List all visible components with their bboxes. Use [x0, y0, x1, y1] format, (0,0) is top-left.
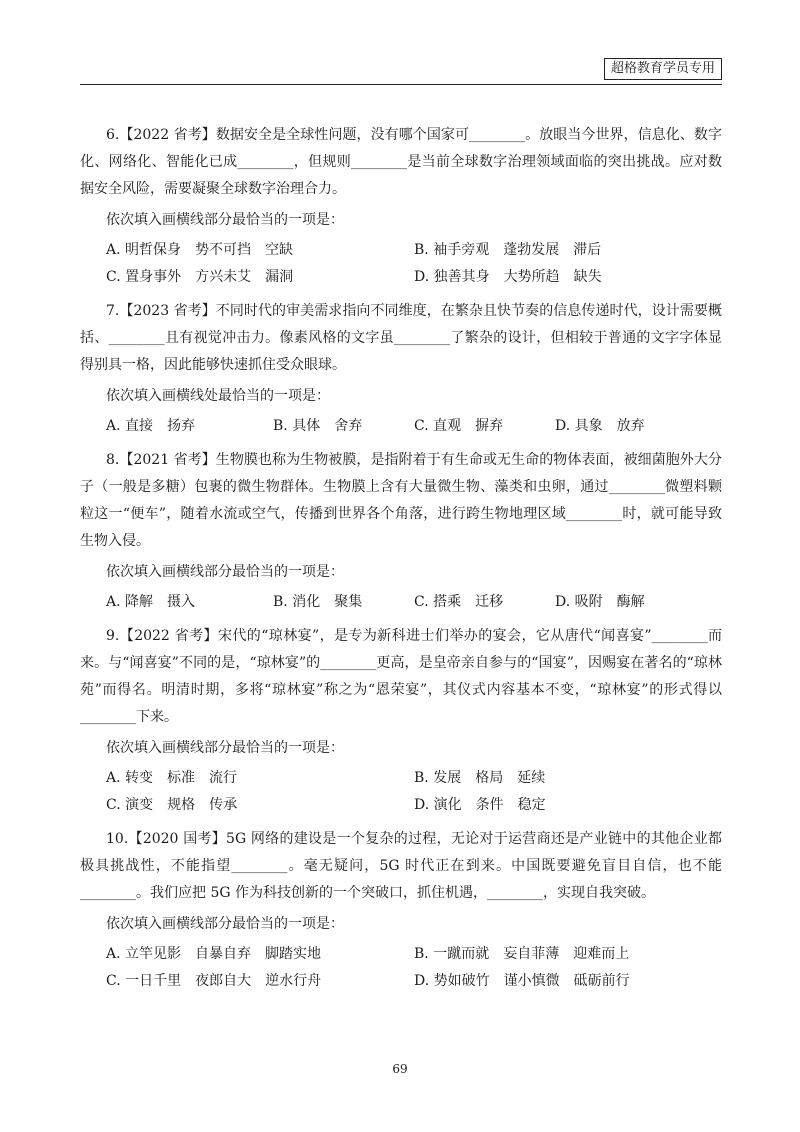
options: [80, 237, 722, 291]
page-number: 69: [392, 1062, 408, 1076]
option-b: B. 具体 舍弃: [273, 418, 363, 434]
question-10: [80, 826, 722, 995]
question-stem: 6.【2022 省考】数据安全是全球性问题，没有哪个国家可________。放眼当今世界，信息化、数字化、网络化、智能化已成________，但规则________是当前全球数字治理领域面临的突出挑战。应对数据安全风险，需要凝聚全球数字治理合力。: [80, 127, 722, 197]
option-b: B. 发展 格局 延续: [414, 770, 546, 786]
question-prompt: 依次填入画横线部分最恰当的一项是：: [106, 564, 344, 580]
option-a: A. 转变 标准 流行: [106, 770, 238, 786]
question-stem: 9.【2022 省考】宋代的“琼林宴”，是专为新科进士们举办的宴会，它从唐代“闻喜宴”________而来。与“闻喜宴”不同的是，“琼林宴”的________更高，是皇帝亲自参与的“国宴”，因赐宴在著名的“琼林苑”而得名。明清时期，多将“琼林宴”称之为“恩荣宴”，其仪式内容基本不变，“琼林宴”的形式得以________下来。: [80, 628, 722, 725]
question-7: [80, 298, 722, 440]
option-a: A. 明哲保身 势不可挡 空缺: [106, 242, 294, 258]
question-prompt: 依次填入画横线处最恰当的一项是：: [106, 388, 330, 404]
option-b: B. 袖手旁观 蓬勃发展 滞后: [414, 242, 602, 258]
option-c: C. 直观 摒弃: [414, 418, 504, 434]
question-6: [80, 122, 722, 291]
options: [80, 941, 722, 995]
question-prompt: 依次填入画横线部分最恰当的一项是：: [106, 916, 344, 932]
option-d: D. 独善其身 大势所趋 缺失: [414, 269, 602, 285]
option-c: C. 搭乘 迁移: [414, 594, 504, 610]
question-prompt: 依次填入画横线部分最恰当的一项是：: [106, 740, 344, 756]
option-a: A. 立竿见影 自暴自弃 脚踏实地: [106, 946, 322, 962]
header-rule: [80, 84, 722, 85]
option-c: C. 演变 规格 传承: [106, 797, 238, 813]
question-stem: 7.【2023 省考】不同时代的审美需求指向不同维度，在繁杂且快节奏的信息传递时代，设计需要概括、________且有视觉冲击力。像素风格的文字虽________了繁杂的设计，但相较于普通的文字字体显得别具一格，因此能够快速抓住受众眼球。: [80, 303, 722, 373]
option-c: C. 一日千里 夜郎自大 逆水行舟: [106, 973, 322, 989]
option-b: B. 消化 聚集: [273, 594, 363, 610]
question-stem: 10.【2020 国考】5G 网络的建设是一个复杂的过程，无论对于运营商还是产业链中的其他企业都极具挑战性，不能指望________。毫无疑问，5G 时代正在到来。中国既要避免盲目自信，也不能________。我们应把 5G 作为科技创新的一个突破口，抓住机遇，________，实现自我突破。: [80, 831, 722, 901]
option-a: A. 降解 摄入: [106, 594, 196, 610]
options: [80, 589, 722, 616]
header-stamp: 超格教育学员专用: [604, 58, 722, 80]
option-d: D. 演化 条件 稳定: [414, 797, 546, 813]
option-a: A. 直接 扬弃: [106, 418, 196, 434]
question-stem: 8.【2021 省考】生物膜也称为生物被膜，是指附着于有生命或无生命的物体表面，被细菌胞外大分子（一般是多糖）包裹的微生物群体。生物膜上含有大量微生物、藻类和虫卵，通过________微塑料颗粒这一“便车”，随着水流或空气，传播到世界各个角落，进行跨生物地理区域________时，就可能导致生物入侵。: [80, 452, 722, 549]
option-d: D. 具象 放弃: [555, 418, 645, 434]
option-d: D. 势如破竹 谨小慎微 砥砺前行: [414, 973, 630, 989]
options: [80, 413, 722, 440]
question-9: [80, 623, 722, 819]
option-c: C. 置身事外 方兴未艾 漏洞: [106, 269, 294, 285]
question-list: [80, 122, 722, 1002]
options: [80, 765, 722, 819]
question-8: [80, 447, 722, 616]
question-prompt: 依次填入画横线部分最恰当的一项是：: [106, 212, 344, 228]
option-d: D. 吸附 酶解: [555, 594, 645, 610]
option-b: B. 一蹴而就 妄自菲薄 迎难而上: [414, 946, 630, 962]
